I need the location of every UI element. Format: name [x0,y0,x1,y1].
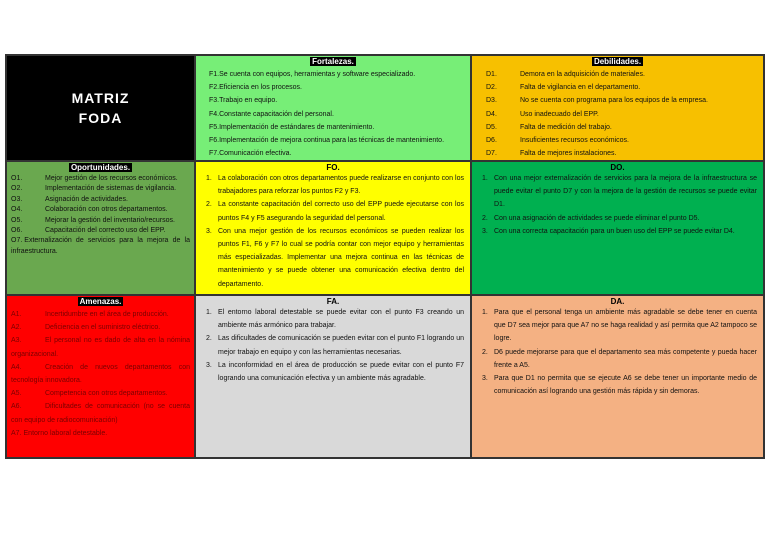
list-item: O7. Externalización de servicios para la mejora de la infraestructura. [11,237,190,255]
amenazas-list [7,306,194,440]
list-item: 1. El entorno laboral detestable se puede evitar con el punto F3 creando un ambiente más armónico para trabajar. [206,309,464,330]
fortalezas-list [196,66,470,160]
list-item: O1. Mejor gestión de los recursos económicos. [11,175,178,182]
list-item: A7. Entorno laboral detestable. [11,429,108,437]
list-item: O2. Implementación de sistemas de vigilancia. [11,185,177,193]
fortalezas-cell [195,55,471,161]
list-item: 2. Las dificultades de comunicación se pueden evitar con el punto F1 logrando un mejor trabajo en equipo y con las herramientas necesarias. [206,335,464,356]
list-item: 1. Para que el personal tenga un ambiente más agradable se debe tener en cuenta que D7 sea mejor para que A7 no se haga realidad y así permita que A2 tampoco se logre. [482,309,757,343]
debilidades-list [472,66,763,160]
do-cell [471,161,764,295]
amenazas-cell [6,295,195,458]
foda-matrix [5,54,765,459]
list-item: 3. Con una correcta capacitación para un buen uso del EPP se puede evitar D4. [482,227,735,235]
list-item: F6.Implementación de mejora continua para las técnicas de mantenimiento. [209,137,445,145]
fo-cell [195,161,471,295]
matrix-title: MATRIZ FODA [71,90,130,126]
do-list [472,172,763,238]
list-item: 3. Para que D1 no permita que se ejecute A6 se debe tener un importante medio de comunicación así logrando una gestión más rápida y sin demoras. [482,375,757,396]
list-item: A3. El personal no es dado de alta en la nómina organizacional. [11,337,190,358]
fa-cell [195,295,471,458]
list-item: 3. La inconformidad en el área de producción se puede evitar con el punto F7 logrando una comunicación efectiva y un ambiente más agradable. [206,361,464,383]
da-cell [471,295,764,458]
list-item: A1. Incertidumbre en el área de producción. [11,311,169,318]
oportunidades-header: Oportunidades. [70,163,131,172]
da-header: DA. [610,297,625,306]
list-item: D5. Falta de medición del trabajo. [486,123,612,131]
debilidades-cell [471,55,764,161]
matrix-title-cell [6,55,195,161]
list-item: D4. Uso inadecuado del EPP. [486,110,599,118]
list-item: 2. Con una asignación de actividades se puede eliminar el punto D5. [482,214,700,222]
amenazas-header: Amenazas. [79,297,122,306]
list-item: D6. Insuficientes recursos económicos. [486,137,629,145]
list-item: D7. Falta de mejores instalaciones. [486,150,617,158]
fo-list [196,172,470,291]
oportunidades-list [7,172,194,257]
list-item: F4.Constante capacitación del personal. [209,110,334,118]
list-item: F7.Comunicación efectiva. [209,150,292,158]
list-item: 2. D6 puede mejorarse para que el departamento sea más competente y pueda hacer frente a A5. [482,348,757,369]
list-item: D2. Falta de vigilancia en el departamento. [486,84,641,92]
da-list [472,306,763,398]
fa-header: FA. [326,297,340,306]
fo-header: FO. [326,163,340,172]
list-item: F2.Eficiencia en los procesos. [209,84,302,92]
list-item: O5. Mejorar la gestión del inventario/recursos. [11,216,175,224]
list-item: D3. No se cuenta con programa para los equipos de la empresa. [486,97,708,105]
fortalezas-header: Fortalezas. [312,57,354,66]
oportunidades-cell [6,161,195,295]
list-item: A4. Creación de nuevos departamentos con tecnología innovadora. [11,363,190,385]
list-item: D1. Demora en la adquisición de materiales. [486,71,645,78]
list-item: 2. La constante capacitación del correcto uso del EPP puede ejecutarse con los puntos F4 y F5 asegurando la seguridad del personal. [206,201,464,222]
list-item: A6. Dificultades de comunicación (no se cuenta con equipo de radiocomunicación) [11,403,190,424]
debilidades-header: Debilidades. [593,57,642,66]
fa-list [196,306,470,385]
list-item: O3. Asignación de actividades. [11,195,128,203]
list-item: A5. Competencia con otros departamentos. [11,390,168,398]
list-item: 1. Con una mejor externalización de servicios para la mejora de la infraestructura se puede evitar el punto D7 y con la mejora de la gestión de recursos se puede evitar D1. [482,175,757,209]
list-item: O6. Capacitación del correcto uso del EPP. [11,227,166,235]
list-item: 3. Con una mejor gestión de los recursos económicos se pueden realizar los puntos F1, F6 y F7 lo cual se podría contar con mejor equipo y herramientas más especializadas. Implementar una mejora continua en las técnicas de mantenimiento y se puede obtener una comunicación efectiva dentro del departamento. [206,227,464,288]
list-item: 1. La colaboración con otros departamentos puede realizarse en conjunto con los trabajadores para reforzar los puntos F2 y F3. [206,175,464,196]
list-item: F1.Se cuenta con equipos, herramientas y software especializado. [209,71,416,78]
do-header: DO. [610,163,625,172]
list-item: A2. Deficiencia en el suministro eléctrico. [11,324,161,332]
list-item: F3.Trabajo en equipo. [209,97,278,105]
list-item: F5.Implementación de estándares de mantenimiento. [209,123,375,131]
list-item: O4. Colaboración con otros departamentos. [11,206,168,214]
